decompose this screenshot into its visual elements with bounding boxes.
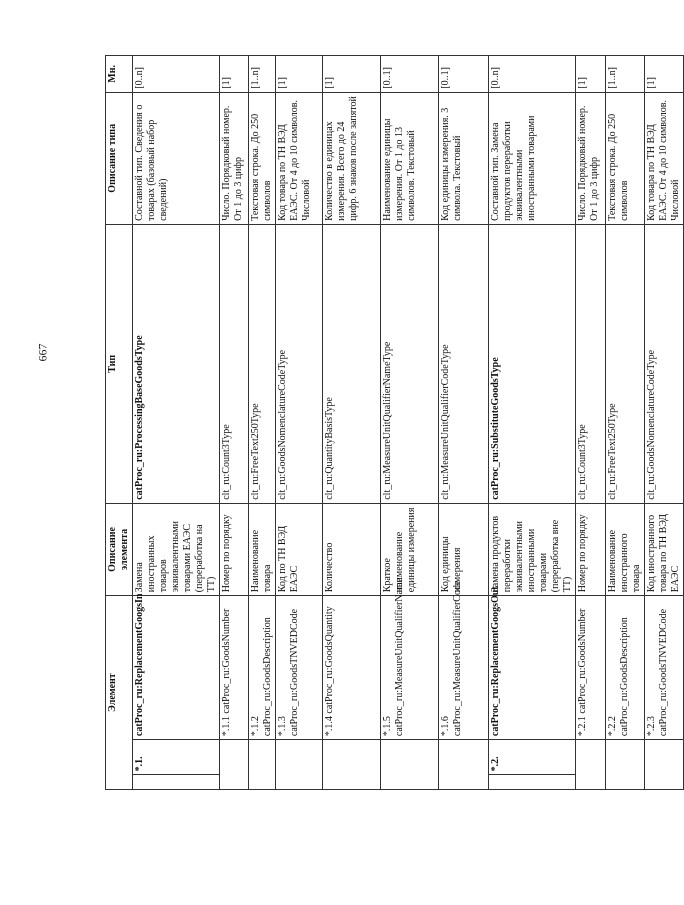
indent-cell <box>439 740 489 790</box>
row-description: Краткое наименование единицы измерения <box>381 503 439 595</box>
row-number: *.1.6 <box>440 716 451 737</box>
row-description: Код иностранного товара по ТН ВЭД ЕАЭС <box>645 503 684 595</box>
row-multiplicity: [0..n] <box>489 56 576 93</box>
row-number: *.2.2 <box>607 716 618 737</box>
row-description: Код по ТН ВЭД ЕАЭС <box>276 503 323 595</box>
row-multiplicity: [1] <box>645 56 684 93</box>
row-multiplicity: [1] <box>220 56 249 93</box>
row-number: *.2. <box>489 740 576 775</box>
row-type: catProc_ru:SubstituteGoodsType <box>489 224 576 503</box>
table-row <box>276 56 323 790</box>
indent-cell <box>381 740 439 790</box>
row-type: clt_ru:MeasureUnitQualifierNameType <box>381 224 439 503</box>
indent-cell <box>220 740 249 790</box>
row-description: Номер по порядку <box>576 503 606 595</box>
row-element: *.1.5 catProc_ru:MeasureUnitQualifierName <box>381 596 439 740</box>
indent-cell <box>276 740 323 790</box>
row-multiplicity: [1] <box>576 56 606 93</box>
row-type: clt_ru:Count3Type <box>576 224 606 503</box>
row-description: Замена продуктов переработки эквивалентными иностранными товарами (переработка вне ТТ) <box>489 503 576 595</box>
row-type: clt_ru:FreeText250Type <box>249 224 276 503</box>
element-specification-table <box>105 55 684 790</box>
row-number: *.1.3 <box>277 716 288 737</box>
row-description: Номер по порядку <box>220 503 249 595</box>
row-type: catProc_ru:ProcessingBaseGoodsType <box>133 224 220 503</box>
row-multiplicity: [1..n] <box>249 56 276 93</box>
rotated-table-wrapper <box>105 55 681 790</box>
row-type-description: Количество в единицах измерения. Всего до 24 цифр. 6 знаков после запятой <box>323 92 381 224</box>
row-type: clt_ru:GoodsNomenclatureCodeType <box>645 224 684 503</box>
row-element: *.1.3 catProc_ru:GoodsTNVEDCode <box>276 596 323 740</box>
row-number: *.2.1 <box>577 716 588 737</box>
row-description: Наименование иностранного товара <box>606 503 645 595</box>
table-row <box>323 56 381 790</box>
row-type-description: Код товара по ТН ВЭД ЕАЭС. От 4 до 10 символов. Числовой <box>276 92 323 224</box>
header-description: Описание элемента <box>106 503 133 595</box>
header-element: Элемент <box>106 596 133 790</box>
row-type-description: Число. Порядковый номер. От 1 до 3 цифр <box>576 92 606 224</box>
row-multiplicity: [0..1] <box>381 56 439 93</box>
table-row <box>220 56 249 790</box>
table-row <box>489 56 576 790</box>
indent-cell <box>249 740 276 790</box>
row-type: clt_ru:QuantityBasisType <box>323 224 381 503</box>
row-number: *.2.3 <box>646 716 657 737</box>
row-description: Код единицы измерения <box>439 503 489 595</box>
indent-cell <box>576 740 606 790</box>
indent-cell <box>606 740 645 790</box>
row-type: clt_ru:MeasureUnitQualifierCodeType <box>439 224 489 503</box>
row-element: *.2.2 catProc_ru:GoodsDescription <box>606 596 645 740</box>
row-element: catProc_ru:ReplacementGoogsIn <box>133 596 220 740</box>
table-row <box>381 56 439 790</box>
row-multiplicity: [1] <box>323 56 381 93</box>
table-header-row <box>106 56 133 790</box>
row-number: *.1.4 <box>324 716 335 737</box>
indent-cell <box>489 775 576 790</box>
row-type-description: Текстовая строка. До 250 символов <box>606 92 645 224</box>
row-multiplicity: [0..n] <box>133 56 220 93</box>
table-row <box>606 56 645 790</box>
row-type-description: Наименование единицы измерения. От 1 до 13 символов. Текстовый <box>381 92 439 224</box>
row-type-description: Составной тип. Сведения о товарах (базовый набор сведений) <box>133 92 220 224</box>
row-type: clt_ru:FreeText250Type <box>606 224 645 503</box>
indent-cell <box>323 740 381 790</box>
row-element: catProc_ru:ReplacementGoogsOut <box>489 596 576 740</box>
table-row <box>439 56 489 790</box>
row-multiplicity: [1..n] <box>606 56 645 93</box>
table-row <box>645 56 684 790</box>
row-type-description: Число. Порядковый номер. От 1 до 3 цифр <box>220 92 249 224</box>
row-description: Наименование товара <box>249 503 276 595</box>
row-type-description: Текстовая строка. До 250 символов <box>249 92 276 224</box>
table-row <box>576 56 606 790</box>
row-number: *.1.2 <box>250 716 261 737</box>
row-element: *.1.1 catProc_ru:GoodsNumber <box>220 596 249 740</box>
table-row <box>133 56 220 790</box>
header-type: Тип <box>106 224 133 503</box>
row-multiplicity: [0..1] <box>439 56 489 93</box>
indent-cell <box>133 775 220 790</box>
row-number: *.1.1 <box>221 716 232 737</box>
page-number: 667 <box>35 343 50 362</box>
row-element: *.1.4 catProc_ru:GoodsQuantity <box>323 596 381 740</box>
row-element: *.1.2 catProc_ru:GoodsDescription <box>249 596 276 740</box>
row-type-description: Код единицы измерения. 3 символа. Текстовый <box>439 92 489 224</box>
header-multiplicity: Мн. <box>106 56 133 93</box>
row-description: Замена иностранных товаров эквивалентными товарами ЕАЭС (переработка на ТТ) <box>133 503 220 595</box>
row-element: *.1.6 catProc_ru:MeasureUnitQualifierCode <box>439 596 489 740</box>
row-type-description: Код товара по ТН ВЭД ЕАЭС. От 4 до 10 символов. Числовой <box>645 92 684 224</box>
row-type: clt_ru:Count3Type <box>220 224 249 503</box>
row-element: *.2.1 catProc_ru:GoodsNumber <box>576 596 606 740</box>
row-multiplicity: [1] <box>276 56 323 93</box>
row-number: *.1. <box>133 740 220 775</box>
row-description: Количество <box>323 503 381 595</box>
row-number: *.1.5 <box>382 716 393 737</box>
table-row <box>249 56 276 790</box>
indent-cell <box>645 740 684 790</box>
header-type-description: Описание типа <box>106 92 133 224</box>
row-element: *.2.3 catProc_ru:GoodsTNVEDCode <box>645 596 684 740</box>
row-type: clt_ru:GoodsNomenclatureCodeType <box>276 224 323 503</box>
row-type-description: Составной тип. Замена продуктов переработки эквивалентными иностранными товарами <box>489 92 576 224</box>
